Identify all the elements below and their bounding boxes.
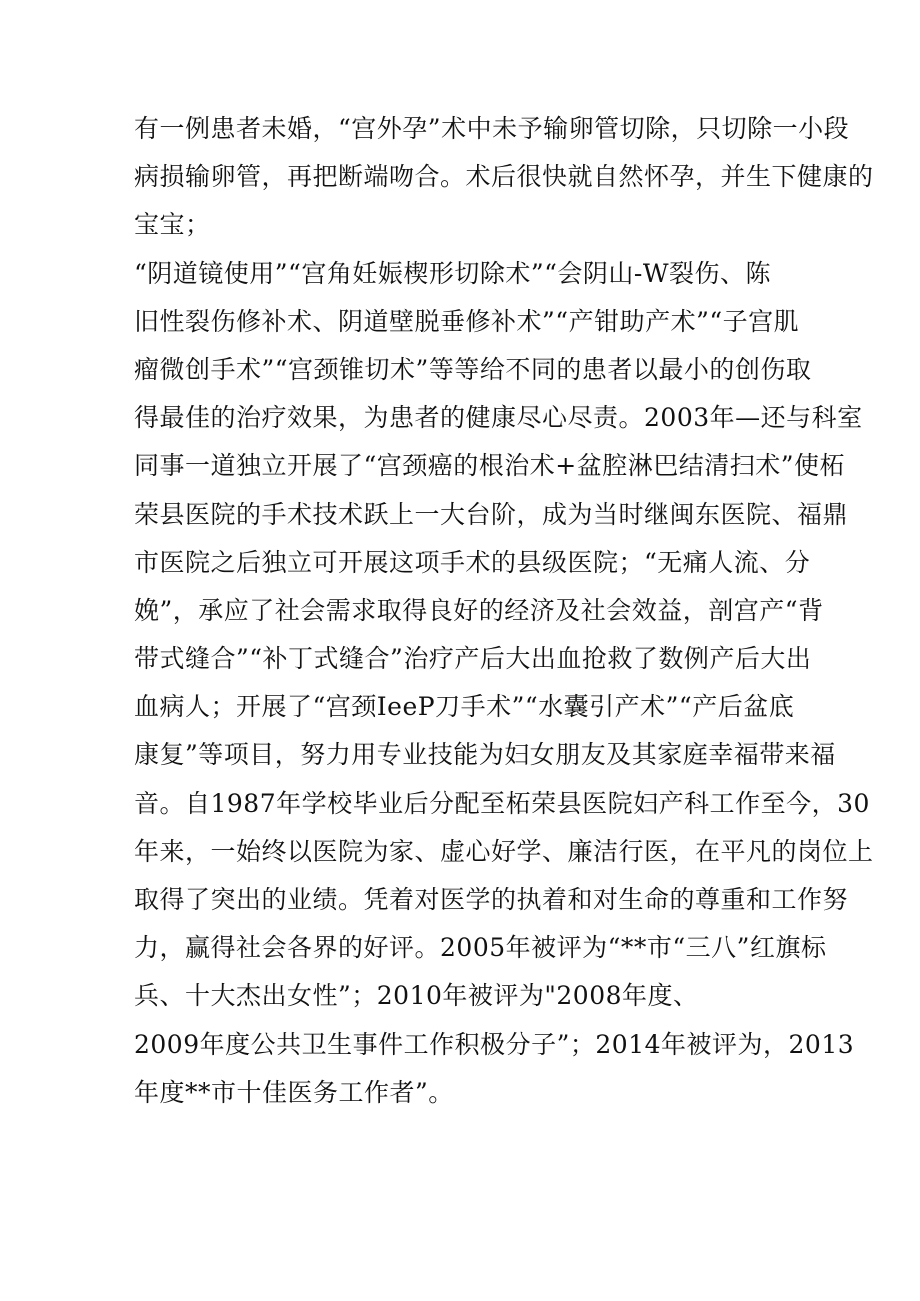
text-line: 带式缝合”“补丁式缝合”治疗产后大出血抢救了数例产后大出 <box>134 644 812 674</box>
text-line: 年度**市十佳医务工作者”。 <box>134 1077 454 1107</box>
text-line: 取得了突出的业绩。凭着对医学的执着和对生命的尊重和工作努 <box>134 885 849 914</box>
text-line: 年来，一始终以医院为家、虚心好学、廉洁行医，在平凡的岗位上 <box>134 836 874 866</box>
text-line: 荣县医院的手术技术跃上一大台阶，成为当时继闽东医院、福鼎 <box>134 499 849 529</box>
text-line: 力，赢得社会各界的好评。2005年被评为“**市“三八”红旗标 <box>134 933 827 963</box>
text-line: 有一例患者未婚，“宫外孕”术中未予输卵管切除，只切除一小段 <box>134 114 850 143</box>
text-line: 得最佳的治疗效果，为患者的健康尽心尽责。2003年—还与科室 <box>134 403 863 433</box>
text-line: 市医院之后独立可开展这项手术的县级医院；“无痛人流、分 <box>134 547 811 577</box>
text-line: 病损输卵管，再把断端吻合。术后很快就自然怀孕，并生下健康的 <box>134 162 874 192</box>
text-line: 兵、十大杰出女性”；2010年被评为"2008年度、 <box>134 981 699 1011</box>
text-line: “阴道镜使用”“宫角妊娠楔形切除术”“会阴山-W裂伤、陈 <box>134 258 772 288</box>
text-line: 康复”等项目，努力用专业技能为妇女朋友及其家庭幸福带来福 <box>134 740 836 770</box>
text-line: 娩”，承应了社会需求取得良好的经济及社会效益，剖宫产“背 <box>134 595 824 625</box>
text-line: 血病人；开展了“宫颈IeeP刀手术”“水囊引产术”“产后盆底 <box>134 692 795 722</box>
text-line: 宝宝； <box>134 210 211 240</box>
text-line: 同事一道独立开展了“宫颈癌的根治术+盆腔淋巴结清扫术”使柘 <box>134 451 846 481</box>
text-line: 音。自1987年学校毕业后分配至柘荣县医院妇产科工作至今，30 <box>134 788 870 818</box>
text-line: 2009年度公共卫生事件工作积极分子”；2014年被评为，2013 <box>134 1029 855 1059</box>
body-text <box>134 105 874 1117</box>
text-line: 瘤微创手术”“宫颈锥切术”等等给不同的患者以最小的创伤取 <box>134 354 812 384</box>
text-line: 旧性裂伤修补术、阴道壁脱垂修补术”“产钳助产术”“子宫肌 <box>134 306 800 336</box>
